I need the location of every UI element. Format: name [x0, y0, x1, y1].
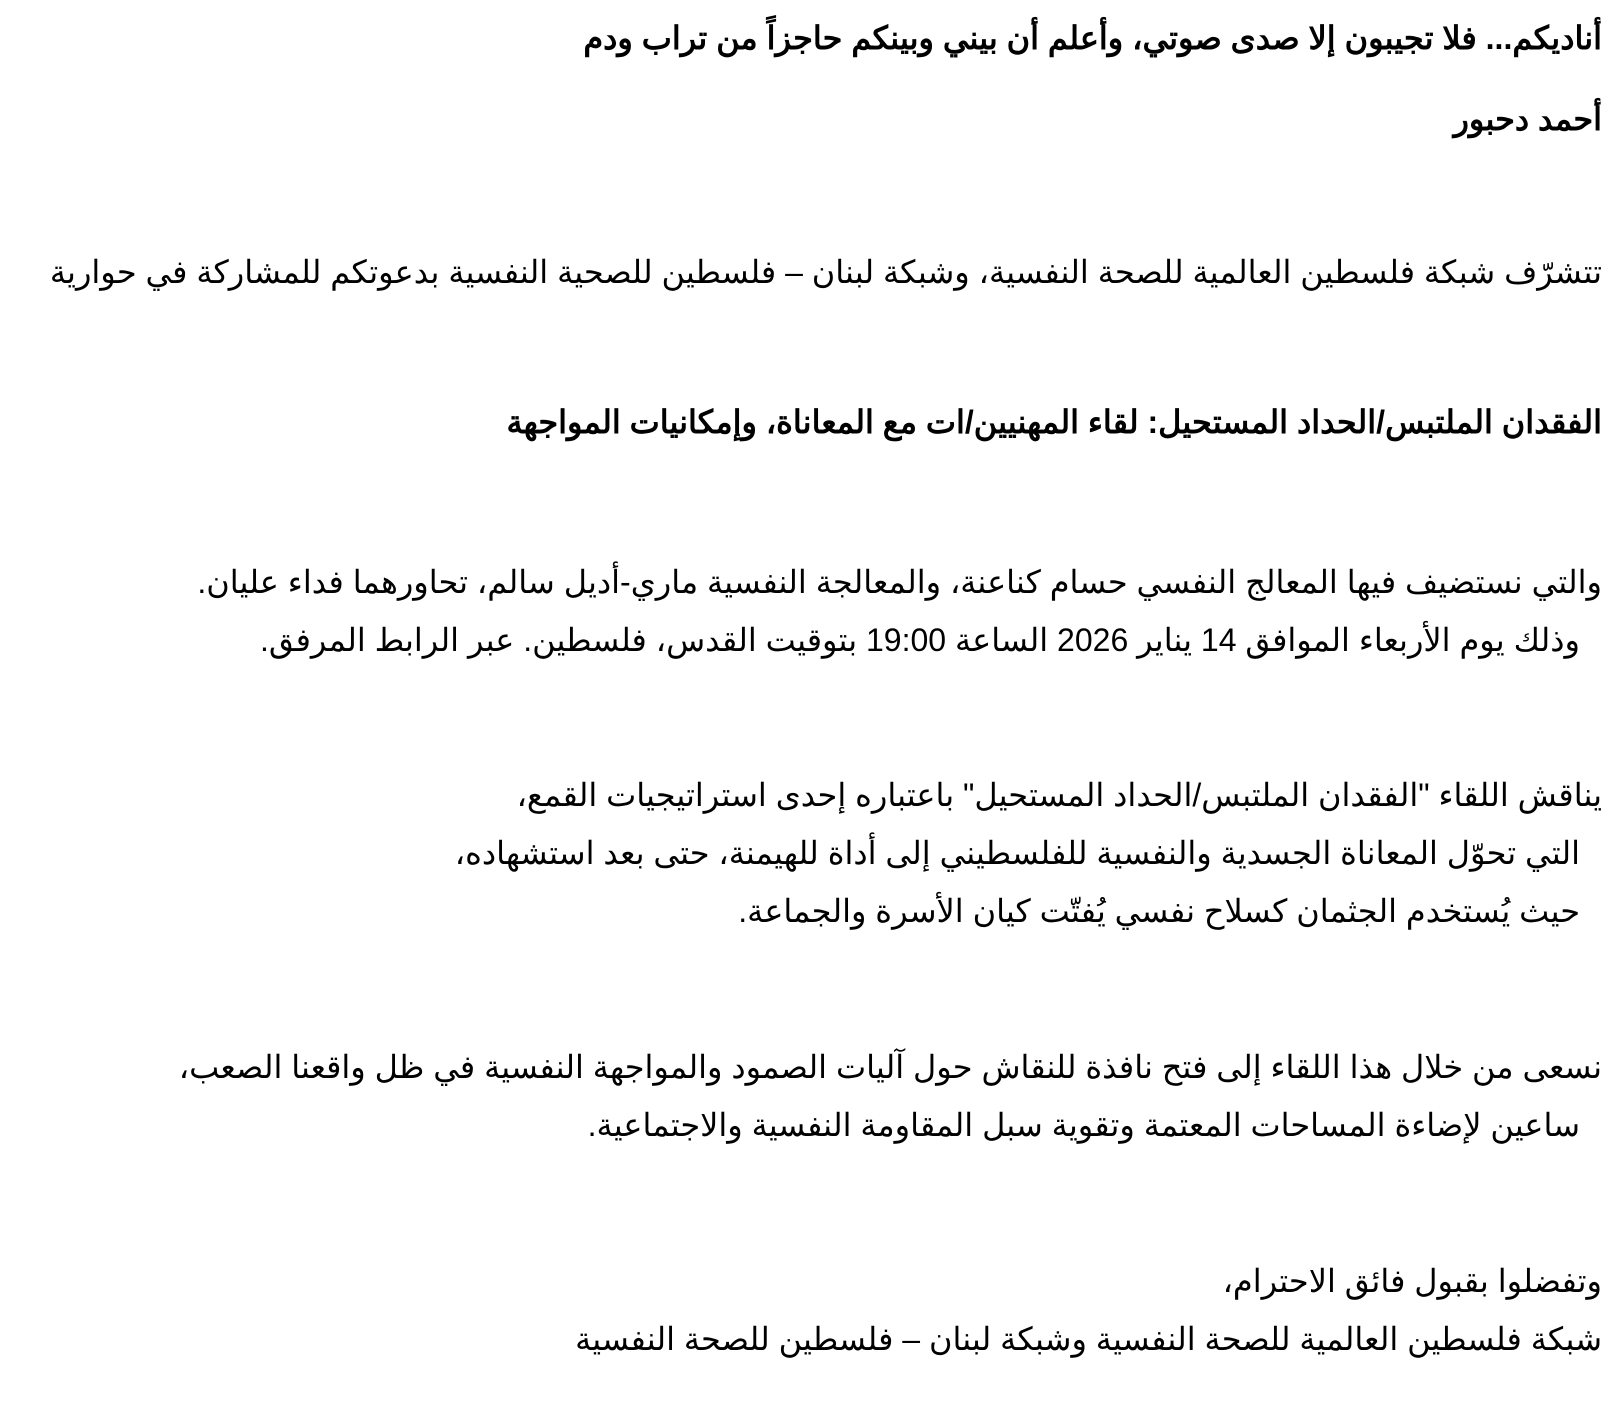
closing-regards: وتفضلوا بقبول فائق الاحترام، [1222, 1263, 1602, 1299]
aim-line: ساعين لإضاءة المساحات المعتمة وتقوية سبل المقاومة النفسية والاجتماعية. [587, 1107, 1580, 1143]
event-guests: والتي نستضيف فيها المعالج النفسي حسام كناعنة، والمعالجة النفسية ماري-أديل سالم، تحاورهما فداء عليان. [197, 564, 1602, 600]
discussion-line: التي تحوّل المعاناة الجسدية والنفسية للفلسطيني إلى أداة للهيمنة، حتى بعد استشهاده، [454, 835, 1580, 871]
invitation-intro: تتشرّف شبكة فلسطين العالمية للصحة النفسية، وشبكة لبنان – فلسطين للصحية النفسية بدعوتكم للمشاركة في حوارية [49, 254, 1602, 290]
event-title: الفقدان الملتبس/الحداد المستحيل: لقاء المهنيين/ات مع المعاناة، وإمكانيات المواجهة [506, 404, 1602, 440]
closing-signature: شبكة فلسطين العالمية للصحة النفسية وشبكة لبنان – فلسطين للصحة النفسية [575, 1321, 1602, 1357]
epigraph-quote: أناديكم... فلا تجيبون إلا صدى صوتي، وأعلم أن بيني وبينكم حاجزاً من تراب ودم [583, 20, 1602, 56]
discussion-line: يناقش اللقاء "الفقدان الملتبس/الحداد المستحيل" باعتباره إحدى استراتيجيات القمع، [516, 777, 1602, 813]
epigraph-author: أحمد دحبور [1453, 101, 1602, 137]
discussion-line: حيث يُستخدم الجثمان كسلاح نفسي يُفتّت كيان الأسرة والجماعة. [738, 893, 1580, 929]
event-schedule: وذلك يوم الأربعاء الموافق 14 يناير 2026 الساعة 19:00 بتوقيت القدس، فلسطين. عبر الرابط المرفق. [260, 622, 1580, 658]
aim-line: نسعى من خلال هذا اللقاء إلى فتح نافذة للنقاش حول آليات الصمود والمواجهة النفسية في ظل واقعنا الصعب، [178, 1049, 1602, 1085]
